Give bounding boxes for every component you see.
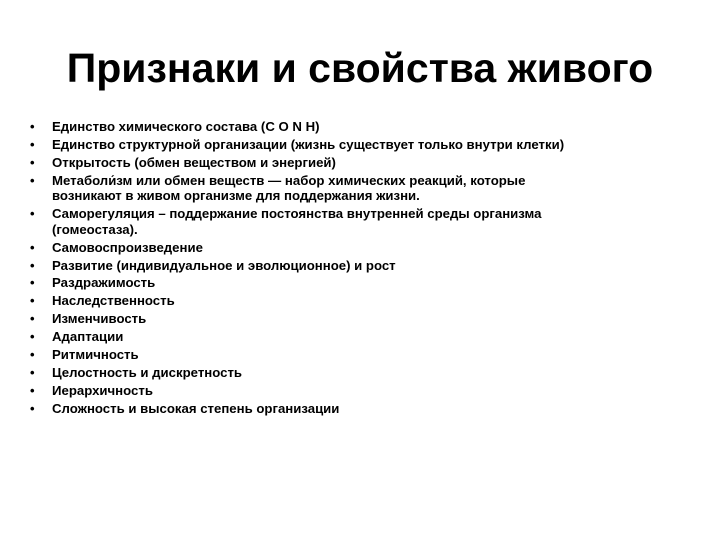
list-item — [28, 206, 688, 237]
bullet-icon: • — [30, 257, 35, 273]
list-item-text: Ритмичность — [52, 346, 139, 362]
list-item — [28, 347, 688, 363]
bullet-icon: • — [30, 329, 35, 345]
slide-title: Признаки и свойства живого — [66, 45, 654, 91]
bullet-icon: • — [30, 172, 35, 188]
list-item — [28, 240, 688, 256]
bullet-icon: • — [30, 346, 35, 362]
properties-list — [28, 119, 688, 419]
bullet-icon: • — [30, 293, 35, 309]
list-item — [28, 275, 688, 291]
list-item-text: Саморегуляция – поддержание постоянства внутренней среды организма (гомеостаза). — [52, 206, 542, 237]
list-item-text: Развитие (индивидуальное и эволюционное) и рост — [52, 257, 396, 273]
list-item-text: Единство химического состава (С O N H) — [52, 119, 320, 134]
list-item — [28, 329, 688, 345]
list-item — [28, 401, 688, 417]
bullet-icon: • — [30, 136, 35, 152]
list-item-text: Адаптации — [52, 329, 124, 345]
bullet-icon: • — [30, 206, 35, 222]
bullet-icon: • — [30, 311, 35, 327]
list-item — [28, 119, 688, 135]
list-item — [28, 155, 688, 171]
list-item-text: Метаболи́зм или обмен веществ — набор химических реакций, которые возникают в живом организме для поддержания жизни. — [52, 172, 526, 204]
list-item-text: Единство структурной организации (жизнь существует только внутри клетки) — [52, 136, 565, 152]
list-item-text: Целостность и дискретность — [52, 364, 243, 380]
bullet-icon: • — [30, 400, 35, 416]
list-item — [28, 173, 688, 204]
bullet-icon: • — [30, 382, 35, 398]
list-item-text: Изменчивость — [52, 311, 147, 327]
list-item — [28, 311, 688, 327]
list-item-text: Сложность и высокая степень организации — [52, 400, 340, 416]
list-item-text: Иерархичность — [52, 382, 153, 398]
list-item-text: Самовоспроизведение — [52, 239, 203, 255]
list-item — [28, 137, 688, 153]
bullet-icon: • — [30, 154, 35, 170]
list-item — [28, 293, 688, 309]
list-item — [28, 258, 688, 274]
bullet-icon: • — [30, 239, 35, 255]
list-item-text: Раздражимость — [52, 275, 156, 291]
list-item-text: Наследственность — [52, 293, 175, 309]
bullet-icon: • — [30, 119, 35, 134]
bullet-icon: • — [30, 275, 35, 291]
list-item — [28, 383, 688, 399]
list-item-text: Открытость (обмен веществом и энергией) — [52, 154, 336, 170]
bullet-icon: • — [30, 364, 35, 380]
list-item — [28, 365, 688, 381]
